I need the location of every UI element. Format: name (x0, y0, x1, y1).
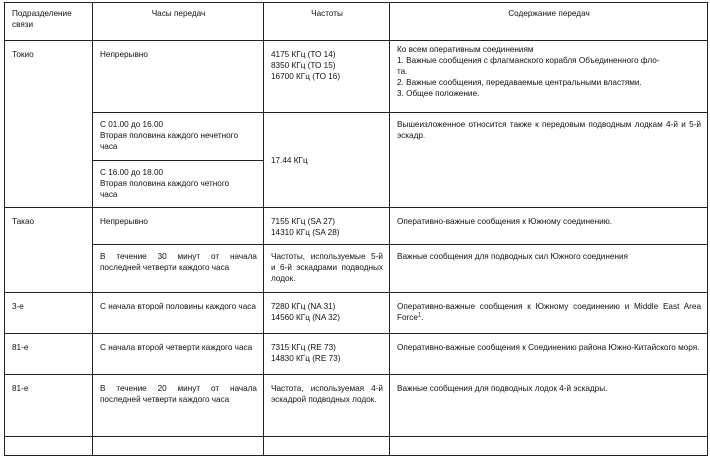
hours-line: часа (100, 142, 118, 151)
unit-cell: 81-е (5, 375, 93, 437)
transmission-table (4, 2, 708, 456)
hours-line: Вторая половина каждого нечетного (100, 131, 239, 140)
freq-line: 14560 КГц (NA 32) (271, 313, 340, 322)
content-cell (390, 293, 708, 334)
table-row (5, 245, 708, 293)
hours-line: С 01.00 до 16.00 (100, 120, 164, 129)
freq-cell: Частота, используемая 4-й эскадрой подводных лодок. (264, 375, 390, 437)
freq-line: 16700 КГц (ТО 16) (271, 72, 341, 81)
empty-cell (93, 437, 264, 456)
empty-cell (5, 437, 93, 456)
freq-cell (264, 293, 390, 334)
empty-cell (264, 437, 390, 456)
content-cell: Важные сообщения для подводных сил Южного соединения (390, 245, 708, 293)
header-freq: Частоты (264, 3, 390, 41)
empty-cell (390, 437, 708, 456)
hours-cell: Непрерывно (93, 208, 264, 245)
freq-cell (264, 208, 390, 245)
table-row (5, 293, 708, 334)
header-hours: Часы передач (93, 3, 264, 41)
content-cell: Важные сообщения для подводных лодок 4-й эскадры. (390, 375, 708, 437)
content-line: 1. Важные сообщения с флагманского корабля Объединенного фло- (397, 56, 660, 65)
freq-line: 14310 КГц (SA 28) (271, 228, 340, 237)
freq-line: 7315 КГц (RE 73) (271, 343, 336, 352)
freq-cell (264, 334, 390, 375)
hours-cell (93, 113, 264, 161)
content-cell: Оперативно-важные сообщения к Соединению района Южно-Китайского моря. (390, 334, 708, 375)
hours-line: часа (100, 190, 118, 199)
freq-line: 7280 КГц (NA 31) (271, 302, 336, 311)
header-content: Содержание передач (390, 3, 708, 41)
hours-line: С 16.00 до 18.00 (100, 168, 164, 177)
unit-cell: 3-е (5, 293, 93, 334)
table-row (5, 41, 708, 113)
freq-line: 14830 КГц (RE 73) (271, 354, 341, 363)
unit-cell: Такао (5, 208, 93, 293)
header-unit (5, 3, 93, 41)
content-text: Оперативно-важные сообщения к Южному соединению и Middle East Area Force (397, 302, 701, 322)
hours-cell: В течение 20 минут от начала последней четверти каждого часа (93, 375, 264, 437)
header-unit-line2: связи (12, 20, 34, 29)
header-unit-line1: Подразделение (12, 9, 72, 18)
freq-line: 8350 КГц (ТО 15) (271, 61, 336, 70)
unit-cell: 81-е (5, 334, 93, 375)
content-end: . (421, 313, 424, 322)
hours-cell: В течение 30 минут от начала последней четверти каждого часа (93, 245, 264, 293)
table-row (5, 437, 708, 456)
table-row (5, 334, 708, 375)
content-cell: Оперативно-важные сообщения к Южному соединению. (390, 208, 708, 245)
table-row (5, 208, 708, 245)
unit-cell: Токио (5, 41, 93, 208)
content-line: Ко всем оперативным соединениям (397, 45, 534, 54)
table-header-row (5, 3, 708, 41)
content-line: 3. Общее положение. (397, 89, 480, 98)
freq-cell: Частоты, используемые 5-й и 6-й эскадрами подводных лодок. (264, 245, 390, 293)
freq-line: 4175 КГц (ТО 14) (271, 50, 336, 59)
content-cell (390, 41, 708, 113)
freq-line: 7155 КГц (SA 27) (271, 217, 335, 226)
hours-cell (93, 161, 264, 208)
content-line: 2. Важные сообщения, передаваемые центральными властями. (397, 78, 642, 87)
content-line: та. (397, 67, 408, 76)
freq-cell (264, 41, 390, 113)
table-row (5, 375, 708, 437)
footnote-mark: 1 (417, 312, 422, 319)
hours-cell: Непрерывно (93, 41, 264, 113)
freq-cell: 17.44 КГц (264, 113, 390, 208)
hours-cell: С начала второй четверти каждого часа (93, 334, 264, 375)
hours-cell: С начала второй половины каждого часа (93, 293, 264, 334)
content-text: Вышеизложенное относится также к передовым подводным лодкам 4-й и 5-й эскадр. (397, 120, 701, 140)
content-cell (390, 113, 708, 208)
table-row (5, 113, 708, 161)
hours-line: Вторая половина каждого четного (100, 179, 230, 188)
